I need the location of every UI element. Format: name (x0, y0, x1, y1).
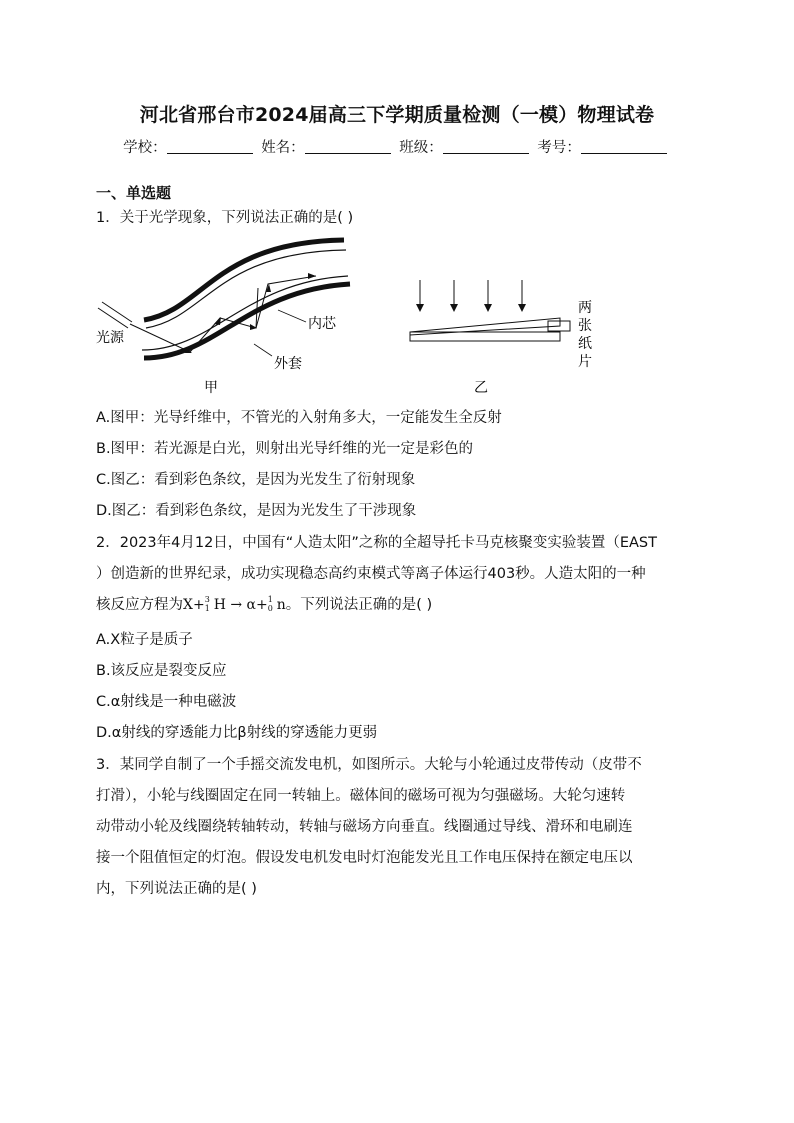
q2-stem-line-1: 2．2023年4月12日，中国有“人造太阳”之称的全超导托卡马克核聚变实验装置（EAST (96, 535, 657, 551)
eq-arrow: → α+ (225, 597, 268, 613)
eq-h-charge: 1 (204, 604, 210, 613)
name-blank[interactable] (305, 139, 391, 154)
eq-h-mass: 3 (204, 595, 210, 604)
core-label: 内芯 (308, 316, 336, 332)
student-info-line (0, 136, 794, 157)
school-blank[interactable] (167, 139, 253, 154)
q3-stem-line-1: 3．某同学自制了一个手摇交流发电机，如图所示。大轮与小轮通过皮带传动（皮带不 (96, 757, 642, 773)
name-label: 姓名： (261, 140, 305, 156)
q3-stem-line-3: 动带动小轮及线圈绕转轴转动，转轴与磁场方向垂直。线圈通过导线、滑环和电刷连 (96, 819, 633, 835)
paper-label-4: 片 (578, 354, 592, 370)
eq-n: n (276, 597, 286, 613)
q2-option-b[interactable]: B.该反应是裂变反应 (96, 663, 227, 679)
q1-option-c[interactable]: C.图乙：看到彩色条纹，是因为光发生了衍射现象 (96, 472, 416, 488)
figure-jia-caption: 甲 (204, 380, 218, 396)
q3-stem-line-4: 接一个阻值恒定的灯泡。假设发电机发电时灯泡能发光且工作电压保持在额定电压以 (96, 850, 633, 866)
q2-option-d[interactable]: D.α射线的穿透能力比β射线的穿透能力更弱 (96, 725, 378, 741)
light-source-label: 光源 (96, 330, 124, 346)
paper-label-2: 张 (578, 318, 592, 334)
q1-figures (94, 232, 614, 400)
q1-stem: 1．关于光学现象，下列说法正确的是( ) (96, 210, 354, 226)
thin-film-wedge-diagram (410, 280, 570, 341)
eq-n-mass: 1 (267, 595, 273, 604)
page-title: 河北省邢台市2024届高三下学期质量检测（一模）物理试卷 (139, 104, 655, 126)
q1-option-b[interactable]: B.图甲：若光源是白光，则射出光导纤维的光一定是彩色的 (96, 441, 474, 457)
class-blank[interactable] (443, 139, 529, 154)
school-label: 学校： (123, 140, 167, 156)
q3-stem-line-5: 内，下列说法正确的是( ) (96, 881, 257, 897)
exam-number-label: 考号： (537, 140, 581, 156)
eq-h: H (213, 597, 226, 613)
q2-stem-line-3 (96, 593, 706, 614)
eq-n-charge: 0 (267, 604, 273, 613)
figure-yi-caption: 乙 (474, 380, 488, 396)
paper-label-3: 纸 (578, 336, 592, 352)
paper-label-1: 两 (578, 300, 592, 316)
q2-line3-suffix: 。下列说法正确的是( ) (285, 597, 433, 613)
section-heading: 一、单选题 (96, 184, 172, 202)
exam-number-blank[interactable] (581, 139, 667, 154)
eq-h-isotope (204, 595, 214, 613)
q2-stem-line-2: ）创造新的世界纪录，成功实现稳态高约束模式等离子体运行403秒。人造太阳的一种 (96, 566, 646, 582)
q2-option-a[interactable]: A.X粒子是质子 (96, 632, 193, 648)
cladding-label: 外套 (274, 356, 302, 372)
q2-line3-prefix: 核反应方程为 (96, 597, 183, 613)
nuclear-equation (183, 597, 286, 613)
eq-x: X+ (183, 597, 205, 613)
eq-n-isotope (267, 595, 277, 613)
optical-fiber-diagram (98, 240, 350, 358)
q3-stem-line-2: 打滑），小轮与线圈固定在同一转轴上。磁体间的磁场可视为匀强磁场。大轮匀速转 (96, 788, 626, 804)
q1-option-d[interactable]: D.图乙：看到彩色条纹，是因为光发生了干涉现象 (96, 503, 417, 519)
class-label: 班级： (399, 140, 443, 156)
q2-option-c[interactable]: C.α射线是一种电磁波 (96, 694, 237, 710)
q1-option-a[interactable]: A.图甲：光导纤维中，不管光的入射角多大，一定能发生全反射 (96, 410, 502, 426)
